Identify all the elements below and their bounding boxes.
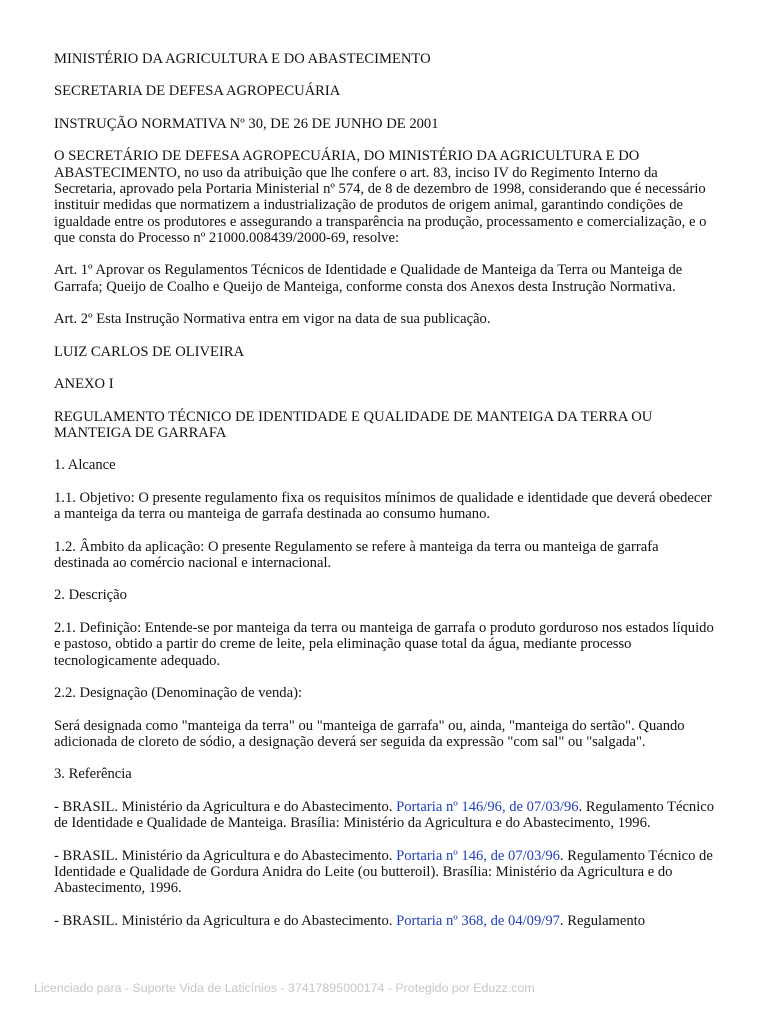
article-1: Art. 1º Aprovar os Regulamentos Técnicos de Identidade e Qualidade de Manteiga da Terra ou Manteiga de Garrafa; Queijo de Coalho e Queijo de Manteiga, conforme consta dos Anexos desta Instrução Normativa. (54, 262, 683, 295)
regulation-title: REGULAMENTO TÉCNICO DE IDENTIDADE E QUALIDADE DE MANTEIGA DA TERRA OU MANTEIGA DE GARRAFA (54, 408, 653, 441)
ministry-heading: MINISTÉRIO DA AGRICULTURA E DO ABASTECIMENTO (54, 51, 431, 67)
reference-item (54, 913, 716, 929)
reference-text: . Regulamento Técnico de Identidade e Qualidade de Manteiga. Brasília: Ministério da Agricultura e do Abastecimento, 1996. (54, 798, 715, 832)
section-2-2: 2.2. Designação (Denominação de venda): (54, 685, 302, 702)
reference-text: - BRASIL. Ministério da Agricultura e do Abastecimento. (54, 798, 397, 815)
reference-item (54, 799, 716, 832)
preamble-lead: O SECRETÁRIO DE DEFESA AGROPECUÁRIA, DO MINISTÉRIO DA AGRICULTURA E DO ABASTECIMENTO (54, 148, 640, 181)
instruction-title: INSTRUÇÃO NORMATIVA Nº 30, DE 26 DE JUNHO DE 2001 (54, 115, 439, 132)
annex-heading: ANEXO I (54, 376, 114, 393)
reference-text: - BRASIL. Ministério da Agricultura e do Abastecimento. (54, 912, 397, 929)
document-body (54, 51, 716, 945)
section-1-heading: 1. Alcance (54, 457, 116, 474)
article-2: Art. 2º Esta Instrução Normativa entra em vigor na data de sua publicação. (54, 311, 491, 328)
section-2-1: 2.1. Definição: Entende-se por manteiga da terra ou manteiga de garrafa o produto gorduroso nos estados líquido e pastoso, obtido a partir do creme de leite, pela eliminação quase total da água, mediante processo tecnologicamente adequado. (54, 619, 714, 669)
reference-text: . Regulamento Técnico de Identidade e Qualidade de Gordura Anidra do Leite (ou butteroil). Brasília: Ministério da Agricultura e do Abastecimento, 1996. (54, 847, 713, 897)
section-1-2: 1.2. Âmbito da aplicação: O presente Regulamento se refere à manteiga da terra ou manteiga de garrafa destinada ao comércio nacional e internacional. (54, 538, 659, 571)
reference-link[interactable]: Portaria nº 146/96, de 07/03/96 (396, 798, 579, 815)
reference-item (54, 848, 716, 897)
reference-text: . Regulamento (559, 912, 646, 929)
signatory-name: LUIZ CARLOS DE OLIVEIRA (54, 343, 245, 360)
secretariat-heading: SECRETARIA DE DEFESA AGROPECUÁRIA (54, 83, 341, 100)
reference-link[interactable]: Portaria nº 368, de 04/09/97 (396, 912, 560, 929)
designation-paragraph: Será designada como "manteiga da terra" ou "manteiga de garrafa" ou, ainda, "manteiga do sertão". Quando adicionada de cloreto de sódio, a designação deverá ser seguida da expressão "com sal" ou "salgada". (54, 717, 685, 750)
section-2-heading: 2. Descrição (54, 587, 127, 604)
preamble-paragraph (54, 148, 716, 246)
reference-link[interactable]: Portaria nº 146, de 07/03/96 (396, 847, 560, 864)
section-3-heading: 3. Referência (54, 766, 132, 783)
preamble-rest: , no uso da atribuição que lhe confere o art. 83, inciso IV do Regimento Interno da Secretaria, aprovado pela Portaria Ministerial nº 574, de 8 de dezembro de 1998, considerando que é necessário instituir medidas que normatizem a industrialização de produtos de origem animal, garantindo condições de igualdade entre os produtores e assegurando a transparência na produção, processamento e comercialização, e o que consta do Processo nº 21000.008439/2000-69, resolve: (54, 164, 707, 246)
section-1-1: 1.1. Objetivo: O presente regulamento fixa os requisitos mínimos de qualidade e identidade que deverá obedecer a manteiga da terra ou manteiga de garrafa destinada ao consumo humano. (54, 489, 712, 523)
license-watermark: Licenciado para - Suporte Vida de Laticínios - 37417895000174 - Protegido por Eduzz.com (34, 981, 535, 995)
reference-text: - BRASIL. Ministério da Agricultura e do Abastecimento. (54, 847, 397, 864)
